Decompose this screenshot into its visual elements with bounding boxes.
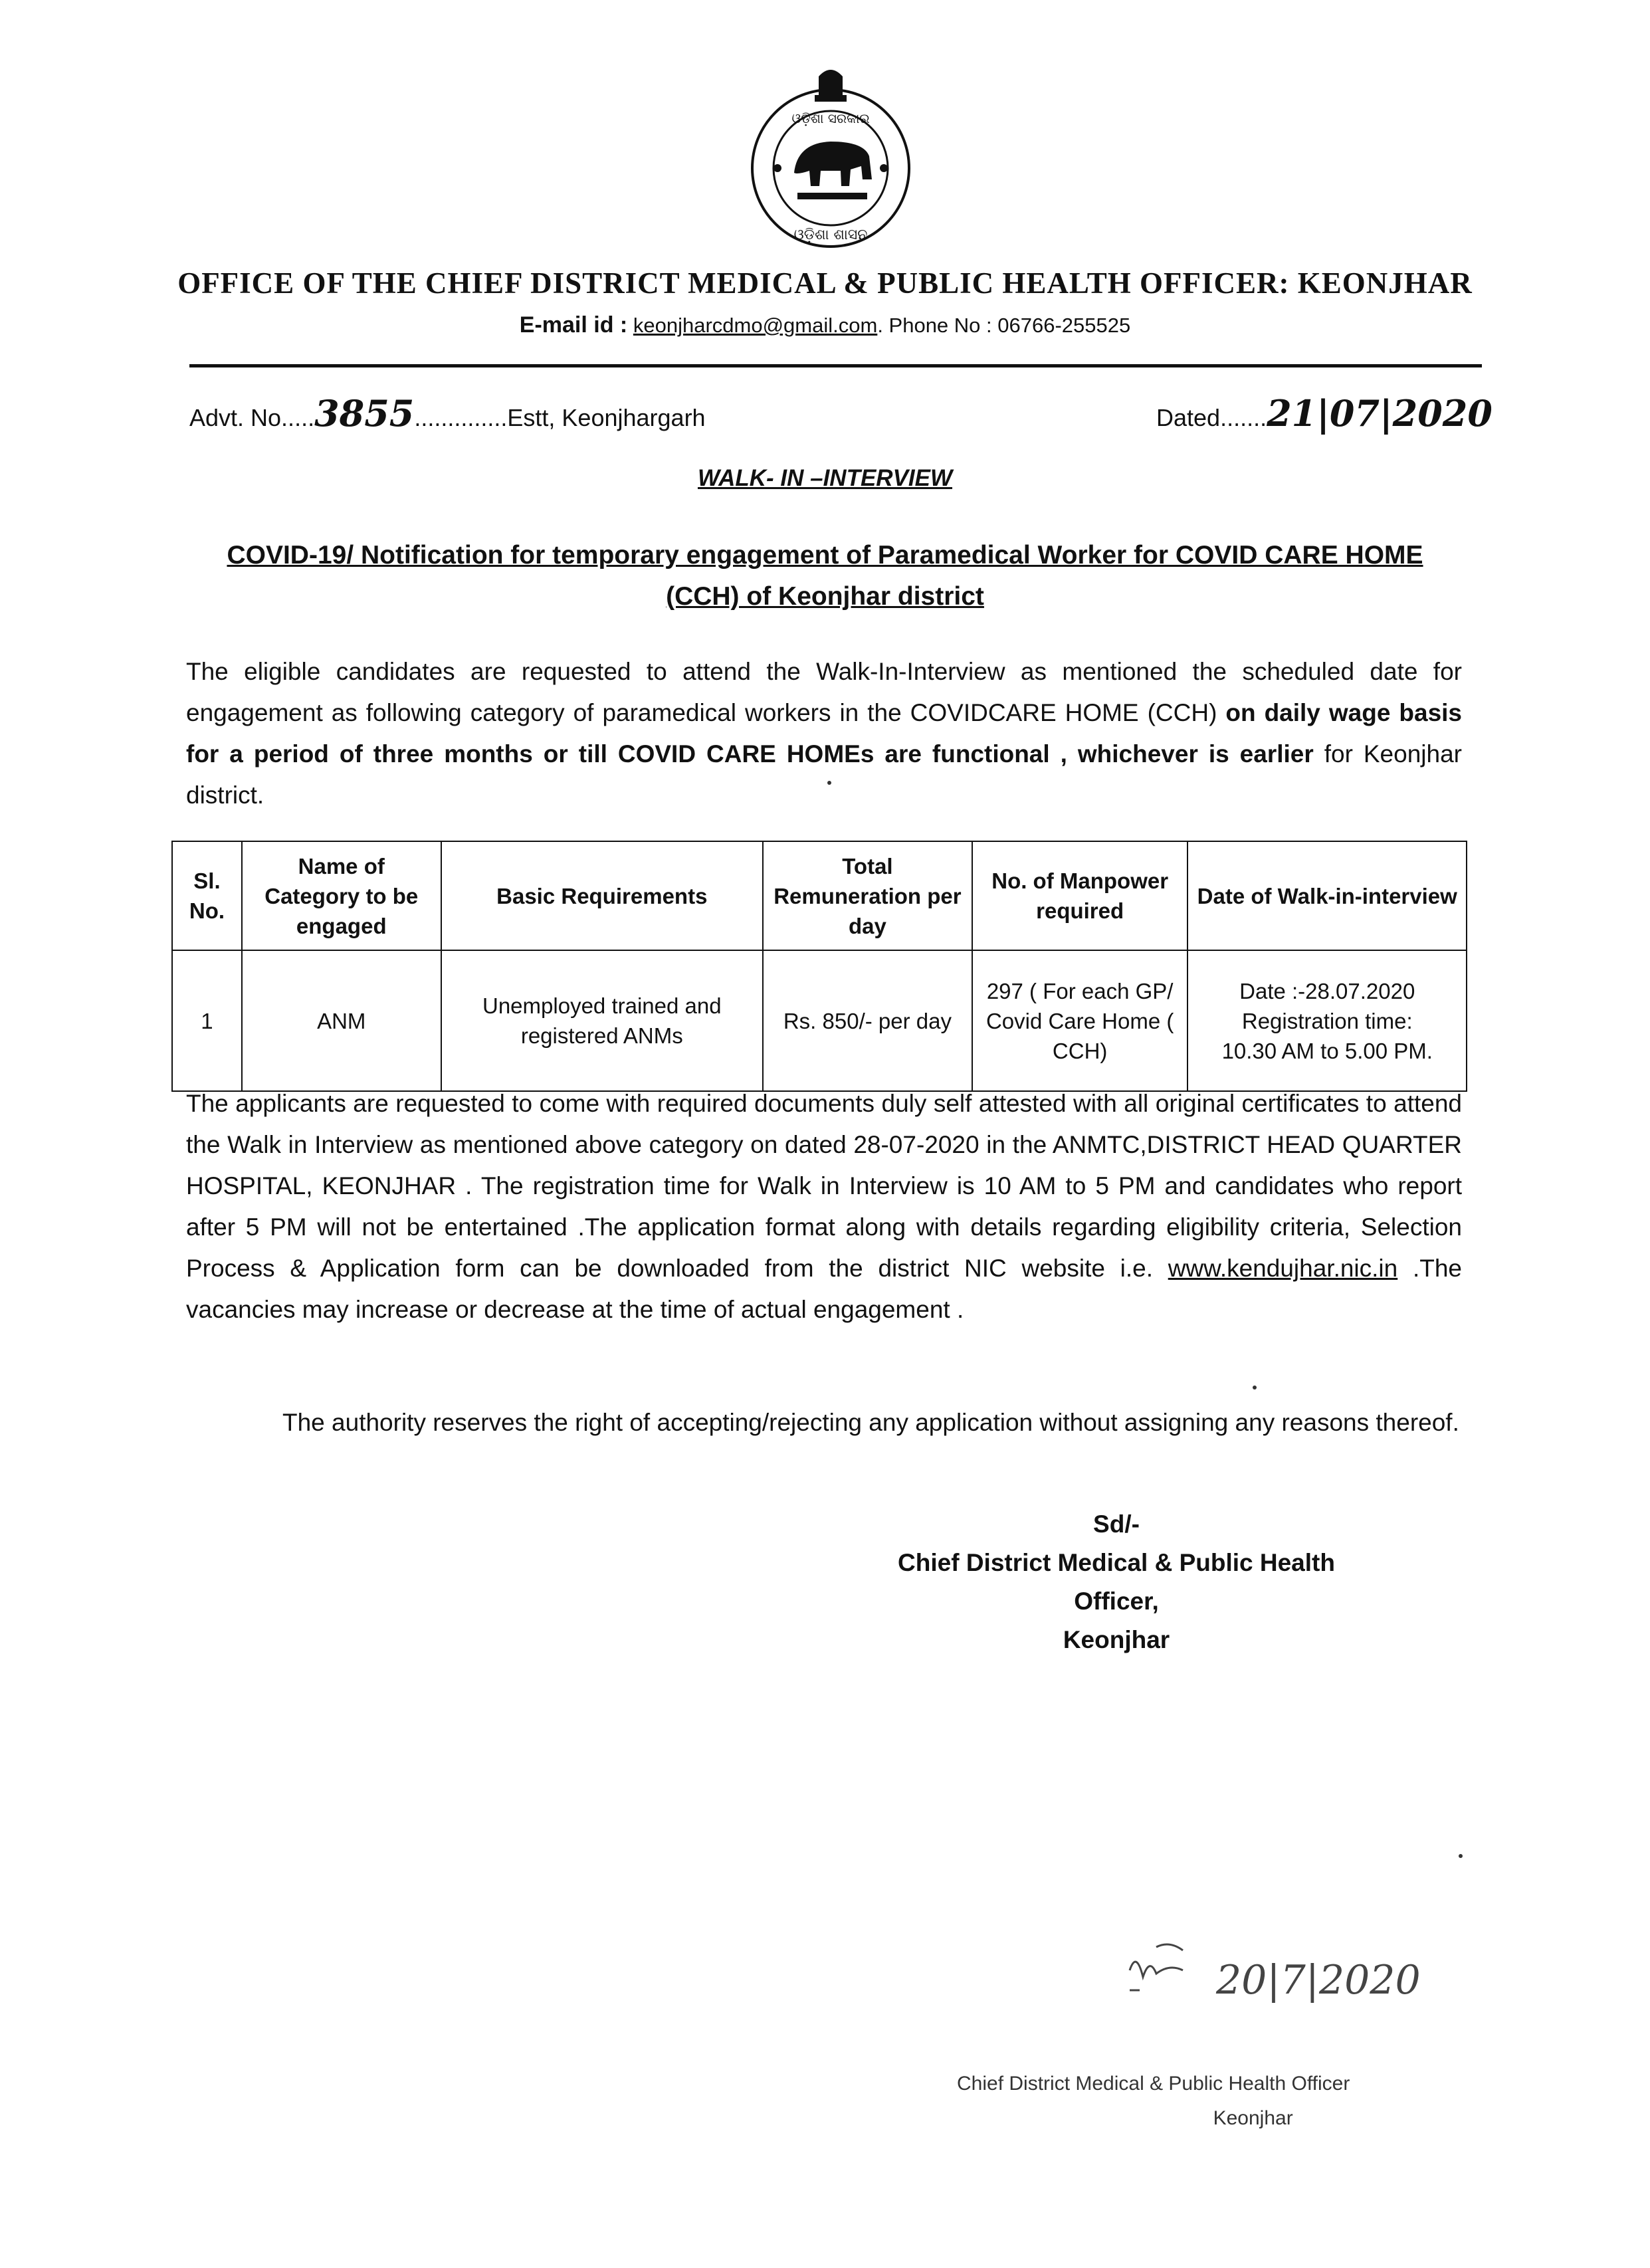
- handwritten-signature: [1116, 1937, 1528, 2023]
- nic-website-link[interactable]: www.kendujhar.nic.in: [1168, 1255, 1398, 1282]
- table-header-row: [172, 841, 1467, 950]
- intro-text: The eligible candidates are requested to attend the Walk-In-Interview as mentioned the scheduled date for engagement as following category of paramedical workers in the COVIDCARE HOME (CCH): [186, 658, 1462, 726]
- dated-handwritten: 21|07|2020: [1267, 392, 1493, 435]
- header-category: Name of Category to be engaged: [242, 841, 441, 950]
- advt-number-handwritten: 3855: [314, 392, 415, 435]
- header-requirements: Basic Requirements: [441, 841, 763, 950]
- stamp-place: Keonjhar: [1213, 2107, 1293, 2129]
- cell-category: ANM: [242, 950, 441, 1091]
- header-sl-no: Sl. No.: [172, 841, 242, 950]
- intro-bold-text: on daily wage basis for a period of three months or till COVID CARE HOMEs are functional , whichever is earlier: [186, 699, 1462, 768]
- vacancy-table: [171, 841, 1467, 1092]
- signatory-place: Keonjhar: [1063, 1626, 1170, 1653]
- phone-text: . Phone No : 06766-255525: [877, 314, 1131, 337]
- notification-subject: COVID-19/ Notification for temporary engagement of Paramedical Worker for COVID CARE HOME (CCH) of Keonjhar district: [227, 541, 1423, 611]
- registration-time: 10.30 AM to 5.00 PM.: [1221, 1038, 1433, 1063]
- dated-prefix: Dated.......: [1156, 404, 1267, 431]
- header-interview-date: Date of Walk-in-interview: [1187, 841, 1467, 950]
- office-title: OFFICE OF THE CHIEF DISTRICT MEDICAL & PUBLIC HEALTH OFFICER: KEONJHAR: [177, 266, 1473, 300]
- stamp-designation: Chief District Medical & Public Health Officer: [957, 2073, 1350, 2095]
- intro-paragraph: [186, 651, 1462, 816]
- intro-text-end: for Keonjhar district.: [186, 740, 1462, 809]
- contact-line: [0, 312, 1650, 338]
- table-row: [172, 950, 1467, 1091]
- instructions-text: The applicants are requested to come with required documents duly self attested with all original certificates to attend the Walk in Interview as mentioned above category on dated 28-07-2020 in the ANMTC,DISTRICT HEAD QUARTER HOSPITAL, KEONJHAR . The registration time for Walk in Interview is 10 AM to 5 PM and candidates who report after 5 PM will not be entertained .The application format along with details regarding eligibility criteria, Selection Process & Application form can be downloaded from the district NIC website i.e.: [186, 1090, 1462, 1282]
- signatory-designation: Chief District Medical & Public Health Officer,: [898, 1549, 1335, 1615]
- official-stamp: [957, 2067, 1350, 2136]
- emblem-text-top: ଓଡ଼ିଶା ସରକାର: [791, 110, 870, 126]
- advt-number: [189, 392, 706, 435]
- advt-suffix: ..............Estt, Keonjhargarh: [414, 404, 706, 431]
- instructions-text-end: .The vacancies may increase or decrease at the time of actual engagement .: [186, 1255, 1462, 1323]
- cell-interview-date: [1187, 950, 1467, 1091]
- authority-paragraph: The authority reserves the right of accepting/rejecting any application without assigning any reasons thereof.: [282, 1409, 1459, 1436]
- advt-prefix: Advt. No.....: [189, 404, 315, 431]
- scan-speck: [827, 781, 831, 785]
- odisha-emblem-logo: [731, 56, 930, 256]
- emblem-text-bottom: ଓଡ଼ିଶା ଶାସନ: [793, 227, 868, 243]
- header-remuneration: Total Remuneration per day: [763, 841, 972, 950]
- header-divider: [189, 364, 1482, 367]
- email-label: E-mail id :: [519, 312, 628, 338]
- registration-time-label: Registration time:: [1241, 1008, 1413, 1033]
- scan-speck: [1253, 1386, 1257, 1390]
- header-manpower: No. of Manpower required: [972, 841, 1188, 950]
- scan-speck: [1459, 1854, 1463, 1858]
- walk-in-title: WALK- IN –INTERVIEW: [697, 465, 953, 491]
- cell-remuneration: Rs. 850/- per day: [763, 950, 972, 1091]
- handwritten-date: 20|7|2020: [1216, 1957, 1421, 2004]
- cell-sl: 1: [172, 950, 242, 1091]
- email-link[interactable]: keonjharcdmo@gmail.com: [633, 314, 878, 337]
- sd-mark: Sd/-: [1093, 1510, 1140, 1538]
- interview-date: Date :-28.07.2020: [1239, 978, 1415, 1003]
- dated-field: [1156, 392, 1493, 435]
- instructions-paragraph: [186, 1083, 1462, 1330]
- cell-requirements: Unemployed trained and registered ANMs: [441, 950, 763, 1091]
- signature-block: [864, 1505, 1369, 1659]
- cell-manpower: 297 ( For each GP/ Covid Care Home ( CCH): [972, 950, 1188, 1091]
